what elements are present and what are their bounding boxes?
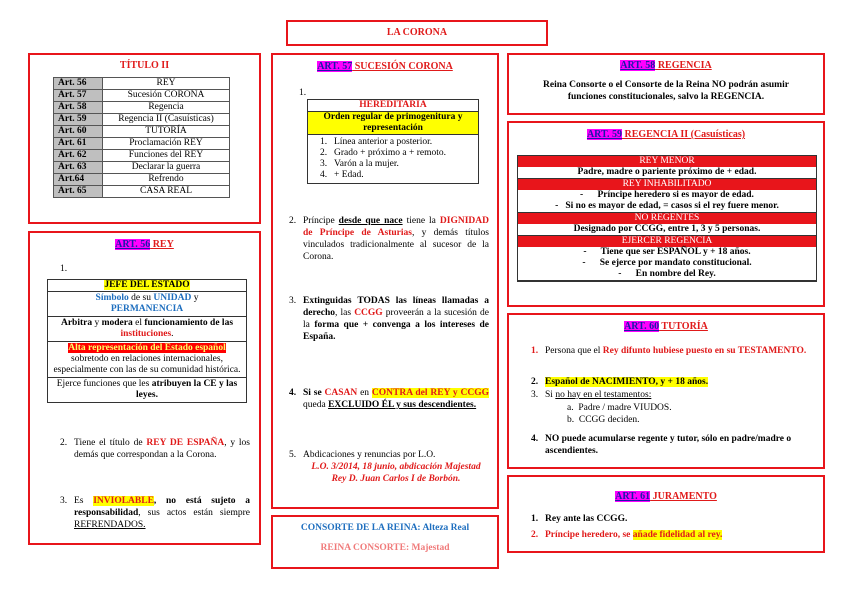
article-topic: Funciones del REY: [103, 150, 230, 162]
article-number: Art. 63: [54, 162, 103, 174]
art60-item3: 3. Si no hay en el testamentos: a. Padre / madre VIUDOS. b. CCGG deciden.: [531, 390, 672, 425]
list-item: 4. + Edad.: [320, 170, 364, 180]
list-item: 2. Grado + próximo a + remoto.: [320, 148, 447, 158]
titulo2-row: [54, 126, 230, 138]
regencia-block-body: [518, 190, 816, 213]
article-topic: Sucesión CORONA: [103, 90, 230, 102]
jefe-estado: JEFE DEL ESTADO: [104, 280, 190, 290]
article-topic: Proclamación REY: [103, 138, 230, 150]
titulo2-row: [54, 90, 230, 102]
article-topic: Declarar la guerra: [103, 162, 230, 174]
art56-item1-num: 1.: [60, 264, 68, 274]
titulo2-row: [54, 138, 230, 150]
art61-heading: ART. 61 JURAMENTO: [615, 491, 717, 502]
titulo2-row: [54, 162, 230, 174]
article-number: Art. 60: [54, 126, 103, 138]
titulo2-table: [53, 77, 230, 198]
art60-item2: 2. Español de NACIMIENTO, y + 18 años.: [531, 377, 709, 387]
reina-consorte: REINA CONSORTE: Majestad: [320, 543, 450, 553]
art56-heading: ART. 56 REY: [115, 239, 174, 250]
article-number: Art. 65: [54, 186, 103, 198]
regencia-line: - Príncipe heredero si es mayor de edad.: [580, 190, 754, 200]
article-number: Art.64: [54, 174, 103, 186]
titulo2-row: [54, 174, 230, 186]
regencia-block-body: [518, 224, 816, 236]
article-topic: REY: [103, 78, 230, 90]
list-item: 1. Línea anterior a posterior.: [320, 137, 433, 147]
art58-text: Reina Consorte o el Consorte de la Reina NO podrán asumir funciones constitucionales, salvo la REGENCIA.: [543, 80, 789, 102]
list-item: 3. Varón a la mujer.: [320, 159, 399, 169]
titulo2-box: [28, 53, 261, 224]
art61-item1: 1. Rey ante las CCGG.: [531, 514, 628, 524]
art58-box: [507, 53, 825, 115]
art57-item2: 2. Príncipe desde que nace tiene la DIGNIDAD de Príncipe de Asturias, y demás títulos vinculados tradicionalmente al sucesor de la Corona.: [289, 216, 489, 262]
art57-box: [271, 53, 499, 509]
alta-representacion: Alta representación del Estado español: [68, 343, 226, 353]
sucesion-criteria-list: [308, 135, 478, 183]
article-topic: Regencia II (Casuísticas): [103, 114, 230, 126]
article-topic: CASA REAL: [103, 186, 230, 198]
titulo2-row: [54, 114, 230, 126]
hereditaria-table: [307, 99, 479, 184]
art56-box: [28, 231, 261, 545]
regencia-line: Designado por CCGG, entre 1, 3 y 5 personas.: [573, 224, 761, 234]
article-number: Art. 62: [54, 150, 103, 162]
article-number: Art. 56: [54, 78, 103, 90]
article-topic: Regencia: [103, 102, 230, 114]
titulo2-heading: TÍTULO II: [119, 60, 170, 71]
consorte-reina: CONSORTE DE LA REINA: Alteza Real: [300, 523, 470, 533]
main-title-box: [286, 20, 548, 46]
article-number: Art. 58: [54, 102, 103, 114]
orden-primogenitura: Orden regular de primogenitura y representación: [308, 112, 478, 135]
regencia-block-head: EJERCER REGENCIA: [518, 236, 816, 247]
art56-item2: 2. Tiene el título de REY DE ESPAÑA, y los demás que correspondan a la Corona.: [60, 438, 251, 460]
regencia-block-head: NO REGENTES: [518, 213, 816, 224]
article-number: Art. 61: [54, 138, 103, 150]
art57-heading: ART. 57 SUCESIÓN CORONA: [317, 61, 453, 72]
art60-item4: 4. NO puede acumularse regente y tutor, sólo en padre/madre o ascendientes.: [531, 434, 792, 456]
titulo2-row: [54, 78, 230, 90]
article-number: Art. 59: [54, 114, 103, 126]
art58-heading: ART. 58 REGENCIA: [620, 60, 712, 71]
art61-box: [507, 475, 825, 553]
art59-heading: ART. 59 REGENCIA II (Casuísticas): [586, 129, 746, 140]
art60-item1: 1. Persona que el Rey difunto hubiese puesto en su TESTAMENTO.: [531, 346, 807, 356]
art57-item5: 5. Abdicaciones y renuncias por L.O. L.O. 3/2014, 18 junio, abdicación Majestad Rey D. Juan Carlos I de Borbón.: [289, 450, 481, 484]
art60-box: [507, 313, 825, 469]
jefe-estado-table: JEFE DEL ESTADO Símbolo de su UNIDAD y PERMANENCIA Arbitra y modera el funcionamiento de las instituciones. Alta representación del Estado español sobretodo en relaciones internacionales, especialmente con las de su comunidad histórica. Ejerce funciones que les atribuyen la CE y las leyes.: [47, 279, 247, 403]
main-title: LA CORONA: [386, 27, 448, 38]
regencia-line: - Tiene que ser ESPAÑOL y + 18 años.: [583, 247, 751, 257]
art60-heading: ART. 60 TUTORÍA: [624, 321, 708, 332]
art59-box: [507, 121, 825, 307]
hereditaria: HEREDITARIA: [308, 100, 478, 112]
regencia-line: - Se ejerce por mandato constitucional.: [582, 258, 752, 268]
art57-item4: 4. Si se CASAN en CONTRA del REY y CCGG queda EXCLUIDO ÉL y sus descendientes.: [289, 388, 489, 410]
regencia-block-head: REY INHABILITADO: [518, 179, 816, 190]
titulo2-row: [54, 102, 230, 114]
regencia-line: - En nombre del Rey.: [618, 269, 716, 279]
article-topic: TUTORÍA: [103, 126, 230, 138]
regencia-table: [517, 155, 817, 282]
art57-item1-num: 1.: [299, 88, 307, 98]
art56-item3: 3. Es INVIOLABLE, no está sujeto a responsabilidad, sus actos están siempre REFRENDADOS.: [60, 496, 250, 530]
article-topic: Refrendo: [103, 174, 230, 186]
regencia-line: Padre, madre o pariente próximo de + edad.: [577, 167, 757, 177]
art61-item2: 2. Príncipe heredero, se añade fidelidad al rey.: [531, 530, 723, 540]
regencia-block-body: [518, 247, 816, 281]
regencia-line: - Si no es mayor de edad, = casos si el rey fuere menor.: [555, 201, 779, 211]
regencia-block-body: [518, 167, 816, 179]
titulo2-row: [54, 186, 230, 198]
titulo2-row: [54, 150, 230, 162]
consorte-box: [271, 515, 499, 569]
regencia-block-head: REY MENOR: [518, 156, 816, 167]
article-number: Art. 57: [54, 90, 103, 102]
art57-item3: 3. Extinguidas TODAS las líneas llamadas a derecho, las CCGG proveerán a la sucesión de la forma que + convenga a los intereses de España.: [289, 296, 490, 342]
